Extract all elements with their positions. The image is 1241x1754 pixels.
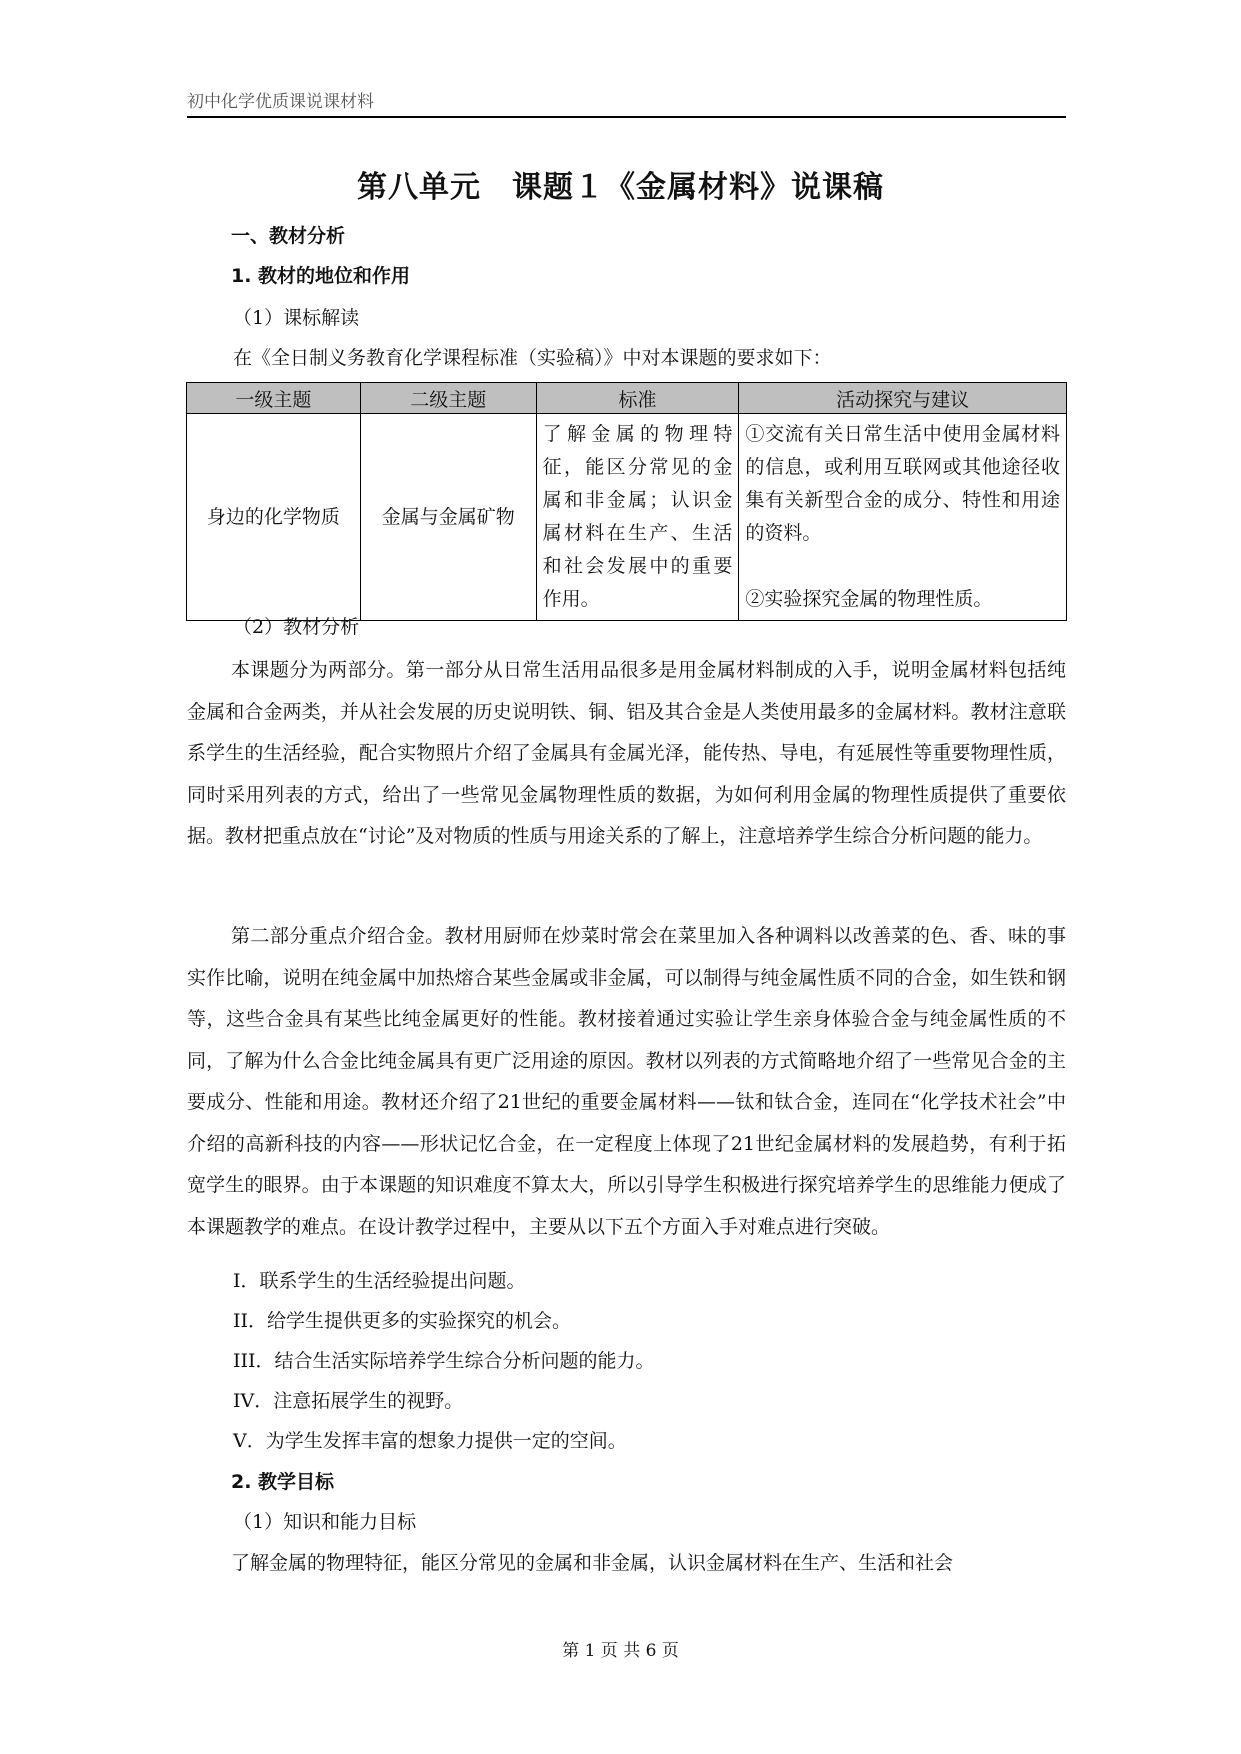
item-heading-1: （1）课标解读 — [233, 307, 360, 329]
subsection-heading-2: 2. 教学目标 — [231, 1471, 335, 1493]
table-header-row — [187, 383, 1067, 414]
paragraph-2: 第二部分重点介绍合金。教材用厨师在炒菜时常会在菜里加入各种调料以改善菜的色、香、味的事实作比喻，说明在纯金属中加热熔合某些金属或非金属，可以制得与纯金属性质不同的合金，如生铁和钢等，这些合金具有某些比纯金属更好的性能。教材接着通过实验让学生亲身体验合金与纯金属性质的不同，了解为什么合金比纯金属具有更广泛用途的原因。教材以列表的方式简略地介绍了一些常见合金的主要成分、性能和用途。教材还介绍了21世纪的重要金属材料——钛和钛合金，连同在“化学技术社会”中介绍的高新科技的内容——形状记忆合金，在一定程度上体现了21世纪金属材料的发展趋势，有利于拓宽学生的眼界。由于本课题的知识难度不算太大，所以引导学生积极进行探究培养学生的思维能力便成了本课题教学的难点。在设计教学过程中，主要从以下五个方面入手对难点进行突破。 — [187, 925, 1066, 1238]
cell-standard: 了解金属的物理特征，能区分常见的金属和非金属；认识金属材料在生产、生活和社会发展中的重要作用。 — [536, 414, 739, 621]
table-row — [187, 414, 1067, 621]
activity-item-1: ①交流有关日常生活中使用金属材料的信息，或利用互联网或其他途径收集有关新型合金的成分、特性和用途的资料。 — [745, 423, 1060, 544]
activity-spacer — [745, 550, 1060, 583]
point-4: IV．注意拓展学生的视野。 — [233, 1390, 464, 1412]
paragraph-1: 本课题分为两部分。第一部分从日常生活用品很多是用金属材料制成的入手，说明金属材料包括纯金属和合金两类，并从社会发展的历史说明铁、铜、铝及其合金是人类使用最多的金属材料。教材注意联系学生的生活经验，配合实物照片介绍了金属具有金属光泽，能传热、导电，有延展性等重要物理性质，同时采用列表的方式，给出了一些常见金属物理性质的数据，为如何利用金属的物理性质提供了重要依据。教材把重点放在“讨论”及对物质的性质与用途关系的了解上，注意培养学生综合分析问题的能力。 — [187, 659, 1066, 847]
item-heading-2: （2）教材分析 — [233, 616, 360, 638]
page-footer: 第 1 页 共 6 页 — [562, 1641, 679, 1661]
cell-level2: 金属与金属矿物 — [360, 414, 536, 621]
page-header: 初中化学优质课说课材料 — [187, 88, 1066, 118]
paragraph-3: 了解金属的物理特征，能区分常见的金属和非金属，认识金属材料在生产、生活和社会 — [231, 1552, 954, 1574]
point-5: V．为学生发挥丰富的想象力提供一定的空间。 — [233, 1430, 627, 1452]
document-title: 第八单元 课题１《金属材料》说课稿 — [357, 170, 884, 205]
section-heading-1: 一、教材分析 — [231, 225, 346, 247]
point-1: I．联系学生的生活经验提出问题。 — [233, 1270, 526, 1292]
table-header-level2: 二级主题 — [360, 383, 536, 414]
cell-level1: 身边的化学物质 — [187, 414, 361, 621]
table-header-level1: 一级主题 — [187, 383, 361, 414]
subsection-heading-1: 1. 教材的地位和作用 — [231, 265, 411, 287]
point-3: III．结合生活实际培养学生综合分析问题的能力。 — [233, 1350, 655, 1372]
item-heading-3: （1）知识和能力目标 — [233, 1511, 417, 1533]
activity-item-2: ②实验探究金属的物理性质。 — [745, 588, 993, 610]
point-2: II．给学生提供更多的实验探究的机会。 — [233, 1310, 572, 1332]
table-header-standard: 标准 — [536, 383, 739, 414]
curriculum-table — [186, 382, 1067, 621]
cell-activity — [739, 414, 1067, 621]
table-header-activity: 活动探究与建议 — [739, 383, 1067, 414]
table-intro: 在《全日制义务教育化学课程标准（实验稿）》中对本课题的要求如下： — [233, 347, 832, 369]
